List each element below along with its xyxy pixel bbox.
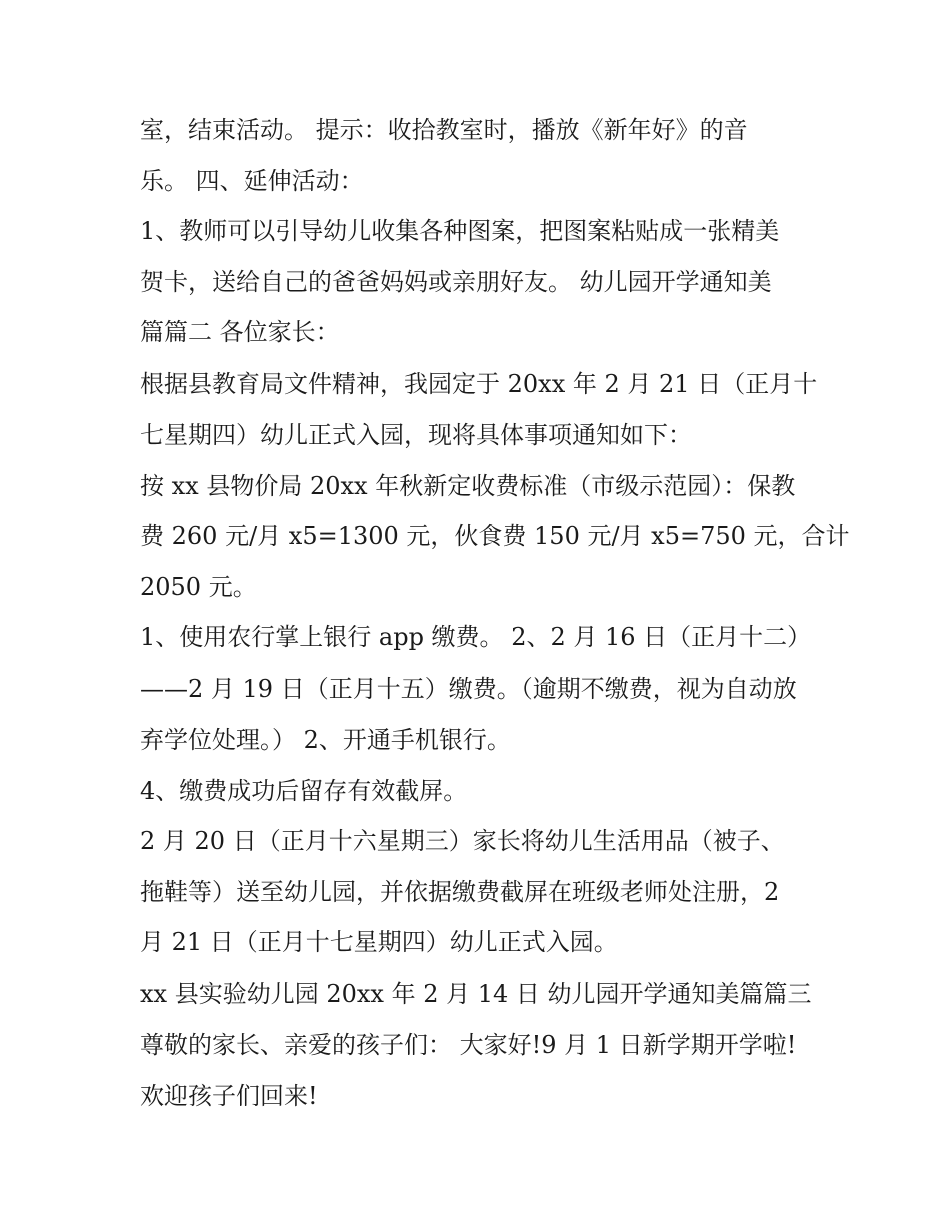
text-line: 月 21 日（正月十七星期四）幼儿正式入园。 [140,928,618,956]
text-line: ——2 月 19 日（正月十五）缴费。（逾期不缴费，视为自动放 [140,675,797,703]
text-line: 2050 元。 [140,573,257,601]
text-line: 按 xx 县物价局 20xx 年秋新定收费标准（市级示范园）：保教 [140,472,796,500]
text-line: 尊敬的家长、亲爱的孩子们： 大家好!9 月 1 日新学期开学啦! [140,1031,797,1059]
text-line: 费 260 元/月 x5=1300 元，伙食费 150 元/月 x5=750 元，合计 [140,522,850,550]
text-line: 室，结束活动。 提示：收拾教室时，播放《新年好》的音 [140,116,748,144]
text-line: 根据县教育局文件精神，我园定于 20xx 年 2 月 21 日（正月十 [140,370,818,398]
text-line: 贺卡，送给自己的爸爸妈妈或亲朋好友。 幼儿园开学通知美 [140,268,772,296]
text-line: 1、教师可以引导幼儿收集各种图案，把图案粘贴成一张精美 [140,217,780,245]
text-line: 篇篇二 各位家长： [140,318,340,346]
text-line: 1、使用农行掌上银行 app 缴费。 2、2 月 16 日（正月十二） [140,623,812,651]
text-line: 七星期四）幼儿正式入园，现将具体事项通知如下： [140,421,692,449]
text-line: 欢迎孩子们回来! [140,1082,318,1110]
text-line: 4、缴费成功后留存有效截屏。 [140,777,468,805]
text-line: 2 月 20 日（正月十六星期三）家长将幼儿生活用品（被子、 [140,827,785,855]
text-line: 乐。 四、延伸活动： [140,167,364,195]
text-line: 弃学位处理。） 2、开通手机银行。 [140,726,511,754]
text-line: 拖鞋等）送至幼儿园，并依据缴费截屏在班级老师处注册，2 [140,878,780,906]
text-line: xx 县实验幼儿园 20xx 年 2 月 14 日 幼儿园开学通知美篇篇三 [140,980,812,1008]
